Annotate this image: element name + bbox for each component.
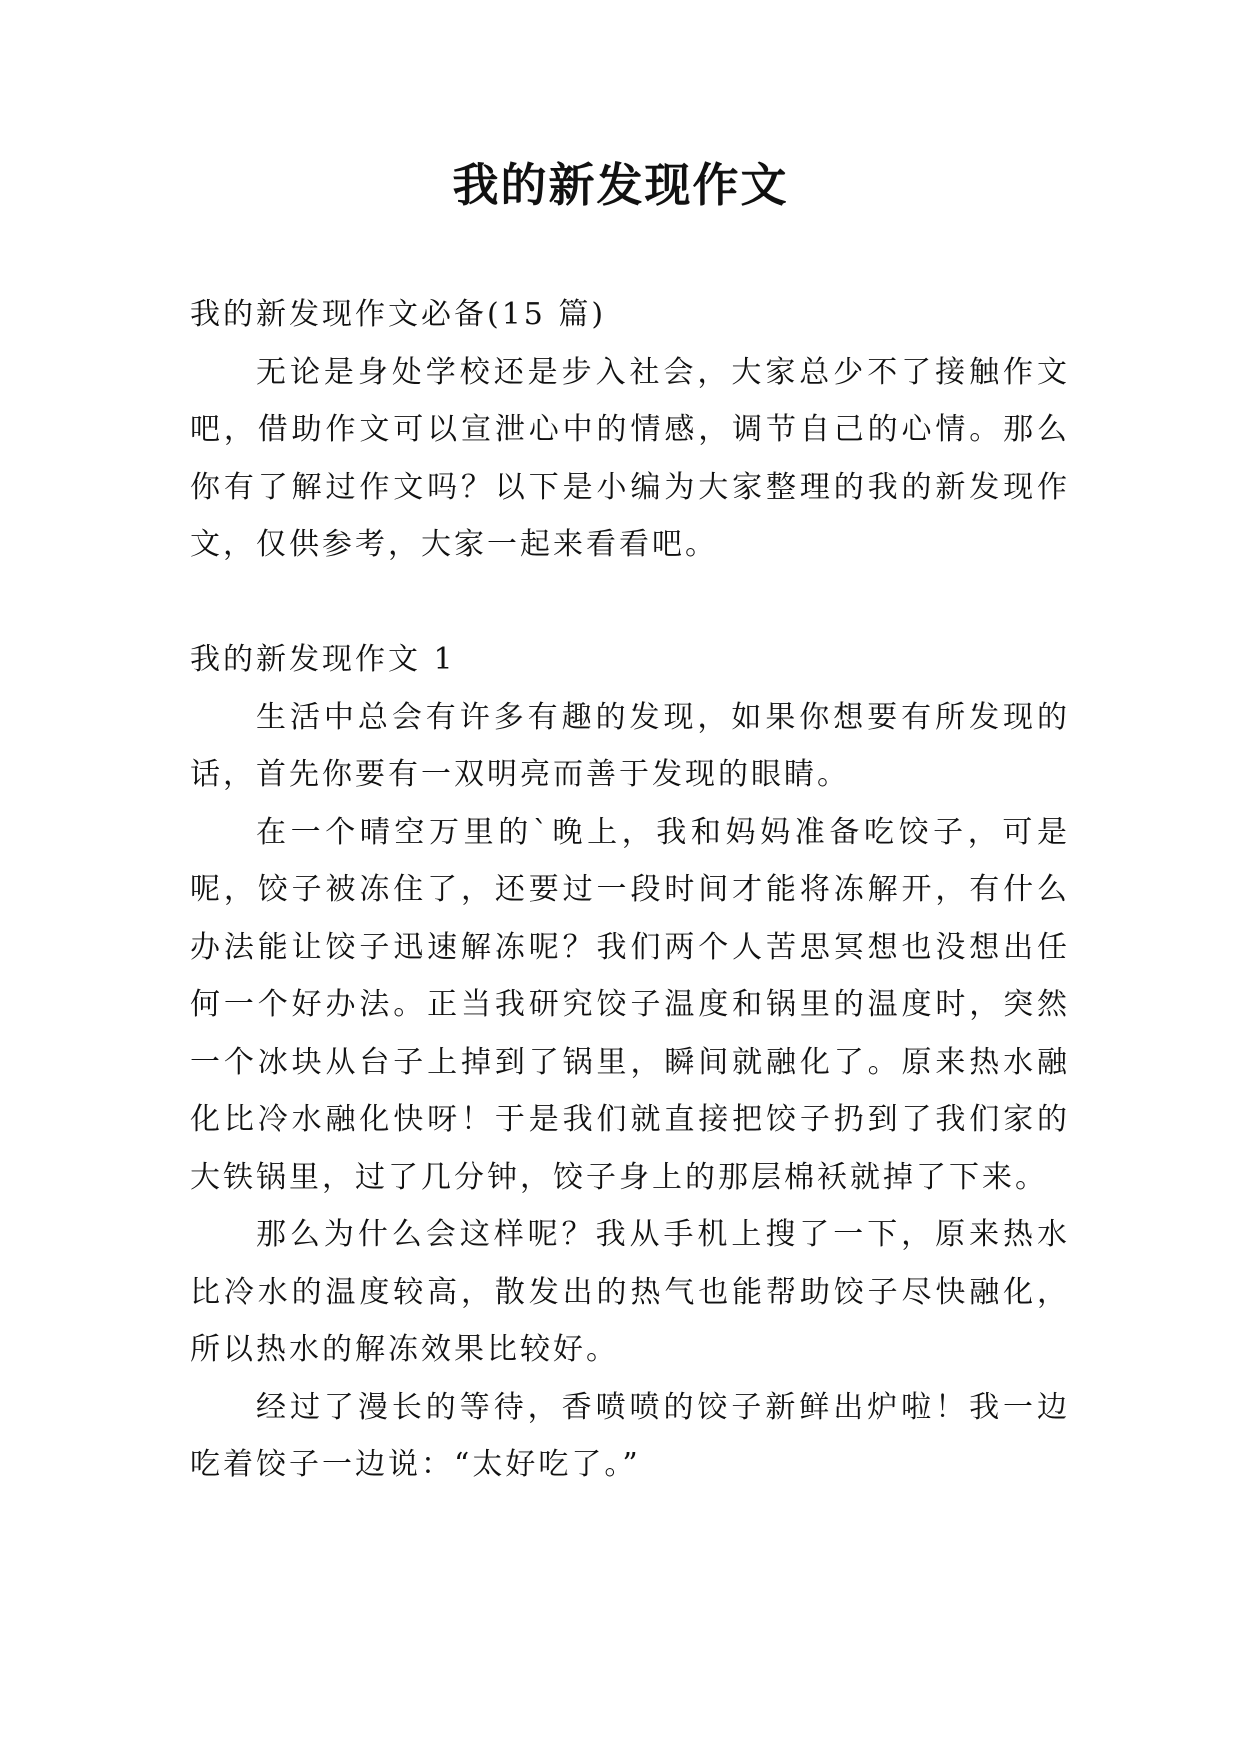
section-spacer xyxy=(190,574,1070,632)
page-title: 我的新发现作文 xyxy=(452,158,789,212)
body-paragraph: 经过了漫长的等待，香喷喷的饺子新鲜出炉啦！我一边吃着饺子一边说：“太好吃了。” xyxy=(190,1389,1070,1482)
section-heading: 我的新发现作文 1 xyxy=(190,642,456,677)
document-subtitle: 我的新发现作文必备(15 篇) xyxy=(190,297,607,332)
document-body xyxy=(190,286,1070,1494)
body-paragraph: 在一个晴空万里的`晚上，我和妈妈准备吃饺子，可是呢，饺子被冻住了，还要过一段时间才能将冻解开，有什么办法能让饺子迅速解冻呢？我们两个人苦思冥想也没想出任何一个好办法。正当我研究饺子温度和锅里的温度时，突然一个冰块从台子上掉到了锅里，瞬间就融化了。原来热水融化比冷水融化快呀！于是我们就直接把饺子扔到了我们家的大铁锅里，过了几分钟，饺子身上的那层棉袄就掉了下来。 xyxy=(190,814,1070,1195)
body-paragraph: 那么为什么会这样呢？我从手机上搜了一下，原来热水比冷水的温度较高，散发出的热气也能帮助饺子尽快融化，所以热水的解冻效果比较好。 xyxy=(190,1217,1070,1367)
body-paragraph: 生活中总会有许多有趣的发现，如果你想要有所发现的话，首先你要有一双明亮而善于发现的眼睛。 xyxy=(190,699,1070,792)
intro-paragraph: 无论是身处学校还是步入社会，大家总少不了接触作文吧，借助作文可以宣泄心中的情感，调节自己的心情。那么你有了解过作文吗？以下是小编为大家整理的我的新发现作文，仅供参考，大家一起来看看吧。 xyxy=(190,354,1070,562)
